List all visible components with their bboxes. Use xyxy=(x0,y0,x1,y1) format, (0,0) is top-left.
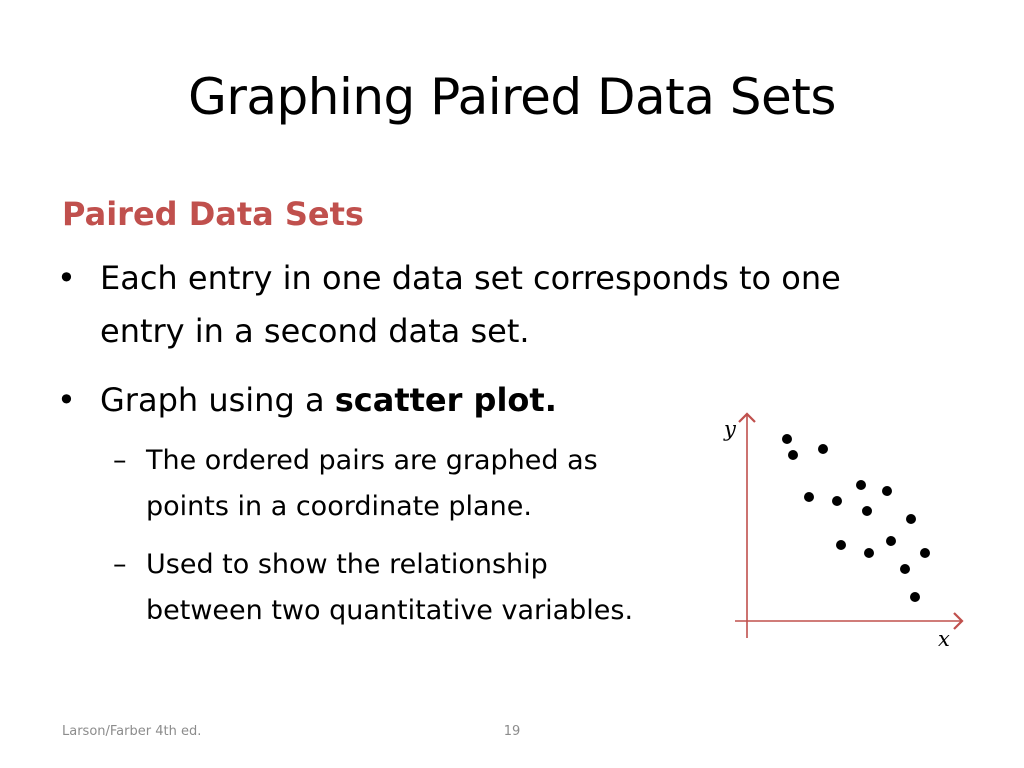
scatter-point xyxy=(920,548,930,558)
bullet-bold-text: scatter plot. xyxy=(334,381,557,419)
bullet-item xyxy=(57,252,1000,358)
bullet-text: Graph using a xyxy=(100,381,335,419)
sub-bullet-item xyxy=(113,542,746,634)
section-subhead: Paired Data Sets xyxy=(62,195,364,233)
scatter-point xyxy=(906,514,916,524)
scatter-point xyxy=(836,540,846,550)
slide-title: Graphing Paired Data Sets xyxy=(188,68,836,126)
y-axis-label: y xyxy=(724,417,736,441)
scatter-point xyxy=(788,450,798,460)
scatter-point xyxy=(864,548,874,558)
scatter-point xyxy=(856,480,866,490)
scatter-point xyxy=(862,506,872,516)
sub-bullet-marker: – xyxy=(113,549,127,580)
sub-bullet-text: between two quantitative variables. xyxy=(146,595,634,626)
scatter-point xyxy=(804,492,814,502)
scatter-points xyxy=(782,434,930,602)
bullet-text: Each entry in one data set corresponds to one xyxy=(100,259,841,297)
sub-bullet-item xyxy=(113,438,706,530)
bullet-text: entry in a second data set. xyxy=(100,312,530,350)
scatter-point xyxy=(910,592,920,602)
scatter-plot xyxy=(720,400,980,660)
page-number: 19 xyxy=(503,724,521,739)
scatter-point xyxy=(782,434,792,444)
bullet-marker: • xyxy=(57,259,76,297)
x-axis-label: x xyxy=(938,627,950,651)
scatter-point xyxy=(900,564,910,574)
scatter-point xyxy=(882,486,892,496)
scatter-point xyxy=(818,444,828,454)
scatter-point xyxy=(886,536,896,546)
sub-bullet-marker: – xyxy=(113,445,127,476)
bullet-item xyxy=(57,374,720,427)
sub-bullet-text: Used to show the relationship xyxy=(146,549,548,580)
footer-source: Larson/Farber 4th ed. xyxy=(62,724,202,739)
sub-bullet-text: The ordered pairs are graphed as xyxy=(146,445,598,476)
sub-bullet-text: points in a coordinate plane. xyxy=(146,491,532,522)
bullet-marker: • xyxy=(57,381,76,419)
scatter-point xyxy=(832,496,842,506)
